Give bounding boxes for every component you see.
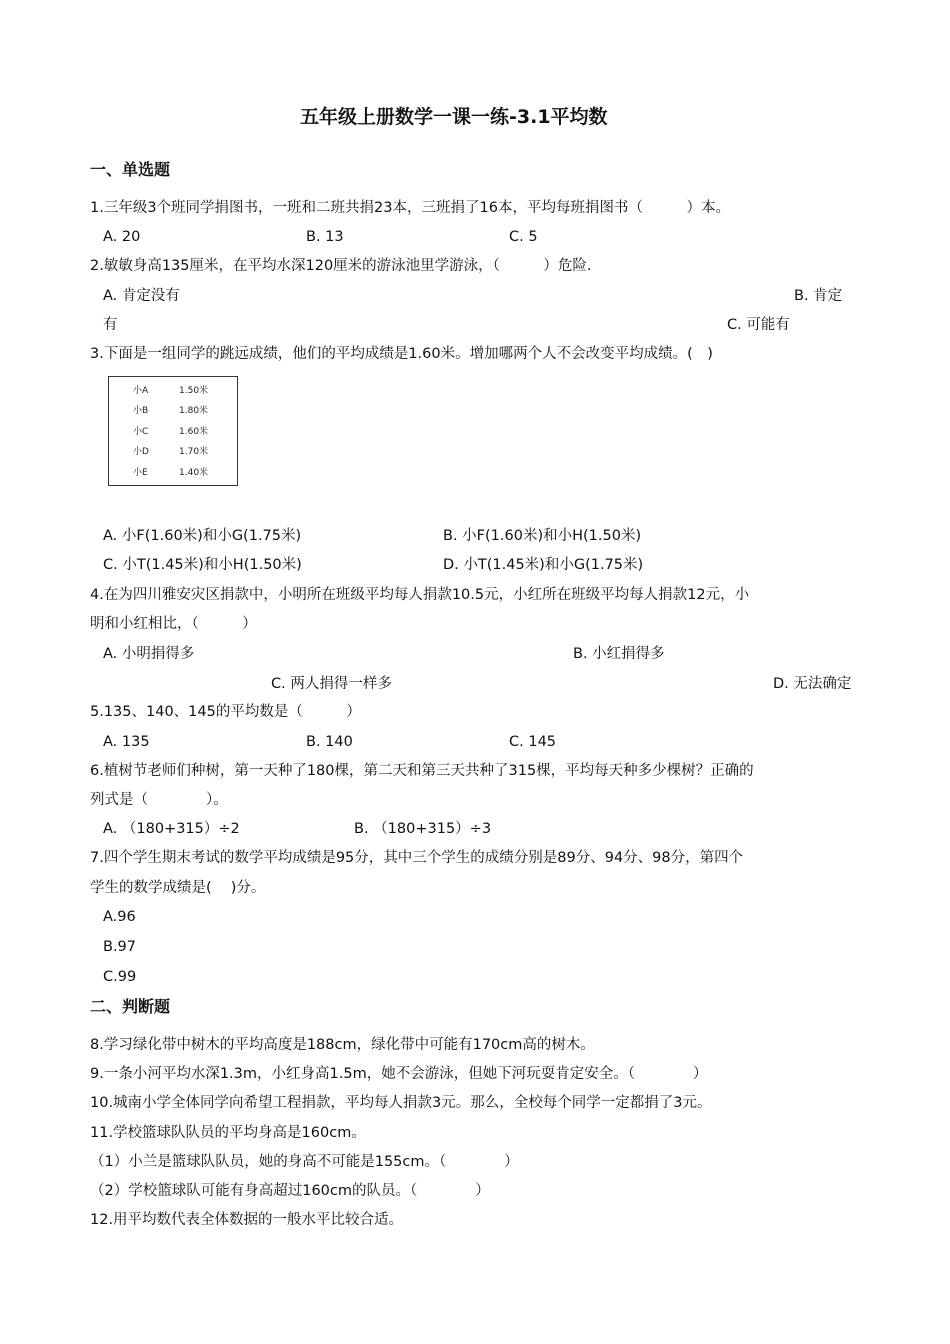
- question-11: 11.学校篮球队队员的平均身高是160cm。: [90, 1125, 366, 1141]
- question-11-sub1: （1）小兰是篮球队队员，她的身高不可能是155cm。（ ）: [90, 1154, 519, 1170]
- q4-option-b[interactable]: B. 小红捐得多: [573, 646, 665, 662]
- question-6-line2: 列式是（ ）。: [90, 792, 228, 808]
- question-3: 3.下面是一组同学的跳远成绩，他们的平均成绩是1.60米。增加哪两个人不会改变平均成绩。( ): [90, 346, 713, 362]
- q2-option-a[interactable]: A. 肯定没有: [103, 288, 180, 304]
- q1-option-c[interactable]: C. 5: [509, 229, 538, 245]
- question-12: 12.用平均数代表全体数据的一般水平比较合适。: [90, 1212, 404, 1228]
- section-heading-single-choice: 一、单选题: [90, 160, 171, 179]
- question-1: 1.三年级3个班同学捐图书，一班和二班共捐23本，三班捐了16本，平均每班捐图书（ ）本。: [90, 200, 730, 216]
- table-row: [133, 426, 148, 438]
- q2-option-c[interactable]: C. 可能有: [727, 317, 790, 333]
- student-name: 小A: [133, 386, 149, 396]
- page-title: 五年级上册数学一课一练-3.1平均数: [300, 106, 608, 128]
- question-4-line1: 4.在为四川雅安灾区捐款中，小明所在班级平均每人捐款10.5元，小红所在班级平均每人捐款12元，小: [90, 587, 750, 603]
- q4-option-d[interactable]: D. 无法确定: [773, 676, 852, 692]
- q5-option-a[interactable]: A. 135: [103, 734, 150, 750]
- q5-option-b[interactable]: B. 140: [306, 734, 353, 750]
- question-7-line2: 学生的数学成绩是( )分。: [90, 880, 266, 896]
- student-name: 小E: [133, 468, 148, 478]
- table-row: [179, 446, 208, 458]
- q1-option-a[interactable]: A. 20: [103, 229, 141, 245]
- q6-option-a[interactable]: A. （180+315）÷2: [103, 821, 240, 837]
- question-11-sub2: （2）学校篮球队可能有身高超过160cm的队员。（ ）: [90, 1183, 490, 1199]
- q2-option-b[interactable]: B. 肯定: [794, 288, 843, 304]
- section-heading-true-false: 二、判断题: [90, 997, 171, 1016]
- question-2: 2.敏敏身高135厘米，在平均水深120厘米的游泳池里学游泳，（ ）危险.: [90, 258, 592, 274]
- table-row: [179, 405, 208, 417]
- q3-option-a[interactable]: A. 小F(1.60米)和小G(1.75米): [103, 528, 302, 544]
- question-4-line2: 明和小红相比，（ ）: [90, 616, 257, 632]
- q5-option-c[interactable]: C. 145: [509, 734, 557, 750]
- q1-option-b[interactable]: B. 13: [306, 229, 344, 245]
- table-row: [179, 426, 208, 438]
- student-score: 1.40米: [179, 468, 209, 478]
- question-10: 10.城南小学全体同学向希望工程捐款，平均每人捐款3元。那么，全校每个同学一定都捐了3元。: [90, 1095, 712, 1111]
- q7-option-c[interactable]: C.99: [103, 969, 137, 985]
- student-score: 1.70米: [179, 447, 209, 457]
- q2-option-b-continued[interactable]: 有: [103, 317, 118, 333]
- long-jump-scores-table: [108, 376, 238, 486]
- question-9: 9.一条小河平均水深1.3m，小红身高1.5m，她不会游泳，但她下河玩耍肯定安全。（ ）: [90, 1066, 708, 1082]
- question-5: 5.135、140、145的平均数是（ ）: [90, 704, 361, 720]
- question-8: 8.学习绿化带中树木的平均高度是188cm，绿化带中可能有170cm高的树木。: [90, 1037, 595, 1053]
- table-row: [133, 385, 148, 397]
- q3-option-c[interactable]: C. 小T(1.45米)和小H(1.50米): [103, 557, 302, 573]
- student-name: 小C: [133, 427, 149, 437]
- table-row: [179, 385, 208, 397]
- student-score: 1.80米: [179, 406, 209, 416]
- table-row: [133, 446, 149, 458]
- q4-option-a[interactable]: A. 小明捐得多: [103, 646, 195, 662]
- student-name: 小D: [133, 447, 149, 457]
- table-row: [133, 405, 148, 417]
- q6-option-b[interactable]: B. （180+315）÷3: [354, 821, 492, 837]
- q4-option-c[interactable]: C. 两人捐得一样多: [271, 676, 392, 692]
- student-name: 小B: [133, 406, 149, 416]
- student-score: 1.60米: [179, 427, 209, 437]
- q3-option-d[interactable]: D. 小T(1.45米)和小G(1.75米): [443, 557, 644, 573]
- student-score: 1.50米: [179, 386, 209, 396]
- q3-option-b[interactable]: B. 小F(1.60米)和小H(1.50米): [443, 528, 642, 544]
- table-row: [133, 467, 148, 479]
- q7-option-a[interactable]: A.96: [103, 909, 136, 925]
- table-row: [179, 467, 208, 479]
- question-6-line1: 6.植树节老师们种树，第一天种了180棵，第二天和第三天共种了315棵，平均每天种多少棵树？正确的: [90, 763, 754, 779]
- question-7-line1: 7.四个学生期末考试的数学平均成绩是95分，其中三个学生的成绩分别是89分、94分、98分，第四个: [90, 850, 744, 866]
- q7-option-b[interactable]: B.97: [103, 939, 137, 955]
